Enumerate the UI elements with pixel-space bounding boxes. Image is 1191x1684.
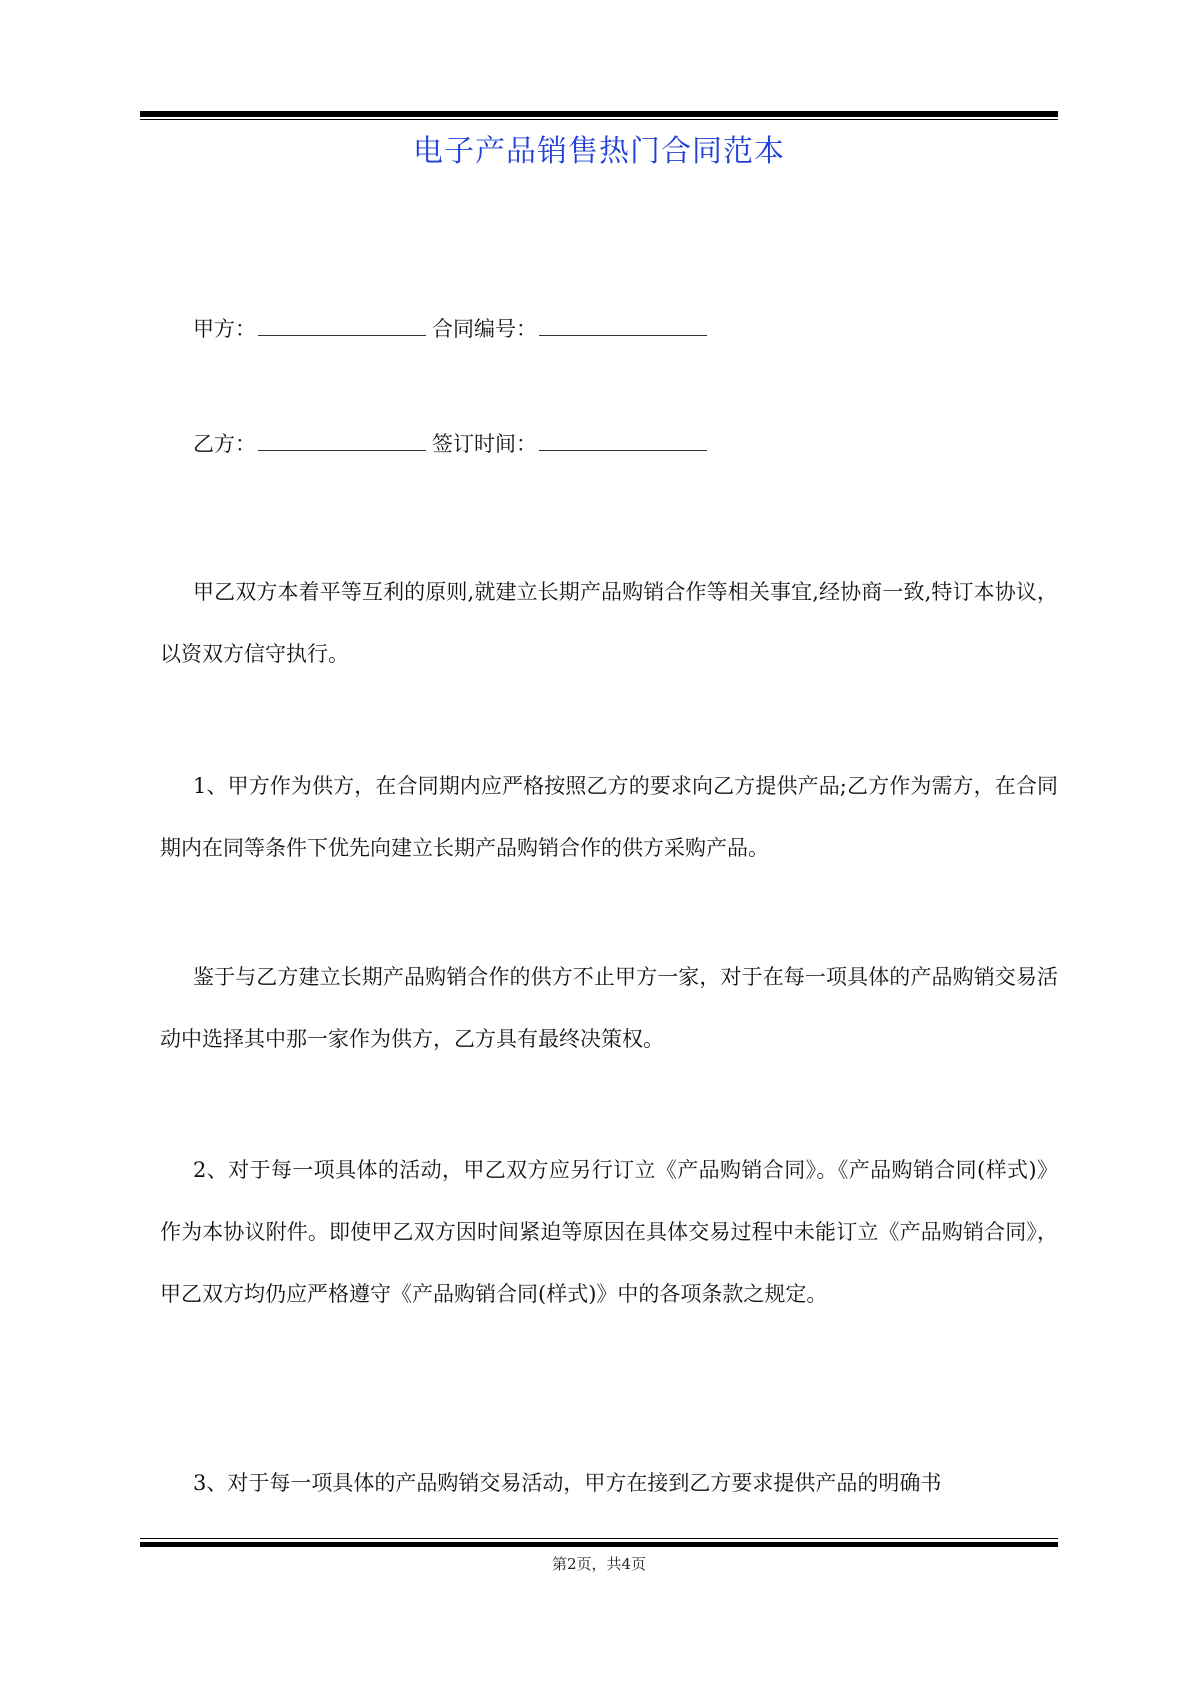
paragraph-clause-1-note: 鉴于与乙方建立长期产品购销合作的供方不止甲方一家，对于在每一项具体的产品购销交易活动中选择其中那一家作为供方，乙方具有最终决策权。 <box>160 965 1058 1051</box>
party-a-blank <box>258 317 426 336</box>
page-number: 第2页，共4页 <box>551 1555 647 1573</box>
header-rule-thin <box>140 119 1058 120</box>
sign-date-label: 签订时间： <box>432 432 537 456</box>
footer-rule <box>140 1542 1058 1547</box>
contract-number-blank <box>539 317 707 336</box>
document-title: 电子产品销售热门合同范本 <box>413 134 785 169</box>
paragraph-clause-1: 1、甲方作为供方，在合同期内应严格按照乙方的要求向乙方提供产品;乙方作为需方，在合同期内在同等条件下优先向建立长期产品购销合作的供方采购产品。 <box>160 774 1058 860</box>
footer-rule-thin <box>140 1538 1058 1539</box>
contract-number-label: 合同编号： <box>432 317 537 341</box>
paragraph-intro: 甲乙双方本着平等互利的原则,就建立长期产品购销合作等相关事宜,经协商一致,特订本协议，以资双方信守执行。 <box>160 580 1058 666</box>
party-b-label: 乙方： <box>193 432 256 456</box>
paragraph-clause-3: 3、对于每一项具体的产品购销交易活动，甲方在接到乙方要求提供产品的明确书 <box>193 1471 942 1495</box>
party-a-row <box>193 313 713 343</box>
sign-date-blank <box>539 432 707 451</box>
header-rule <box>140 111 1058 117</box>
party-b-row <box>193 428 713 458</box>
party-b-blank <box>258 432 426 451</box>
party-a-label: 甲方： <box>193 317 256 341</box>
paragraph-clause-2: 2、对于每一项具体的活动，甲乙双方应另行订立《产品购销合同》。《产品购销合同(样式)》作为本协议附件。即使甲乙双方因时间紧迫等原因在具体交易过程中未能订立《产品购销合同》，甲乙双方均仍应严格遵守《产品购销合同(样式)》中的各项条款之规定。 <box>160 1158 1058 1306</box>
